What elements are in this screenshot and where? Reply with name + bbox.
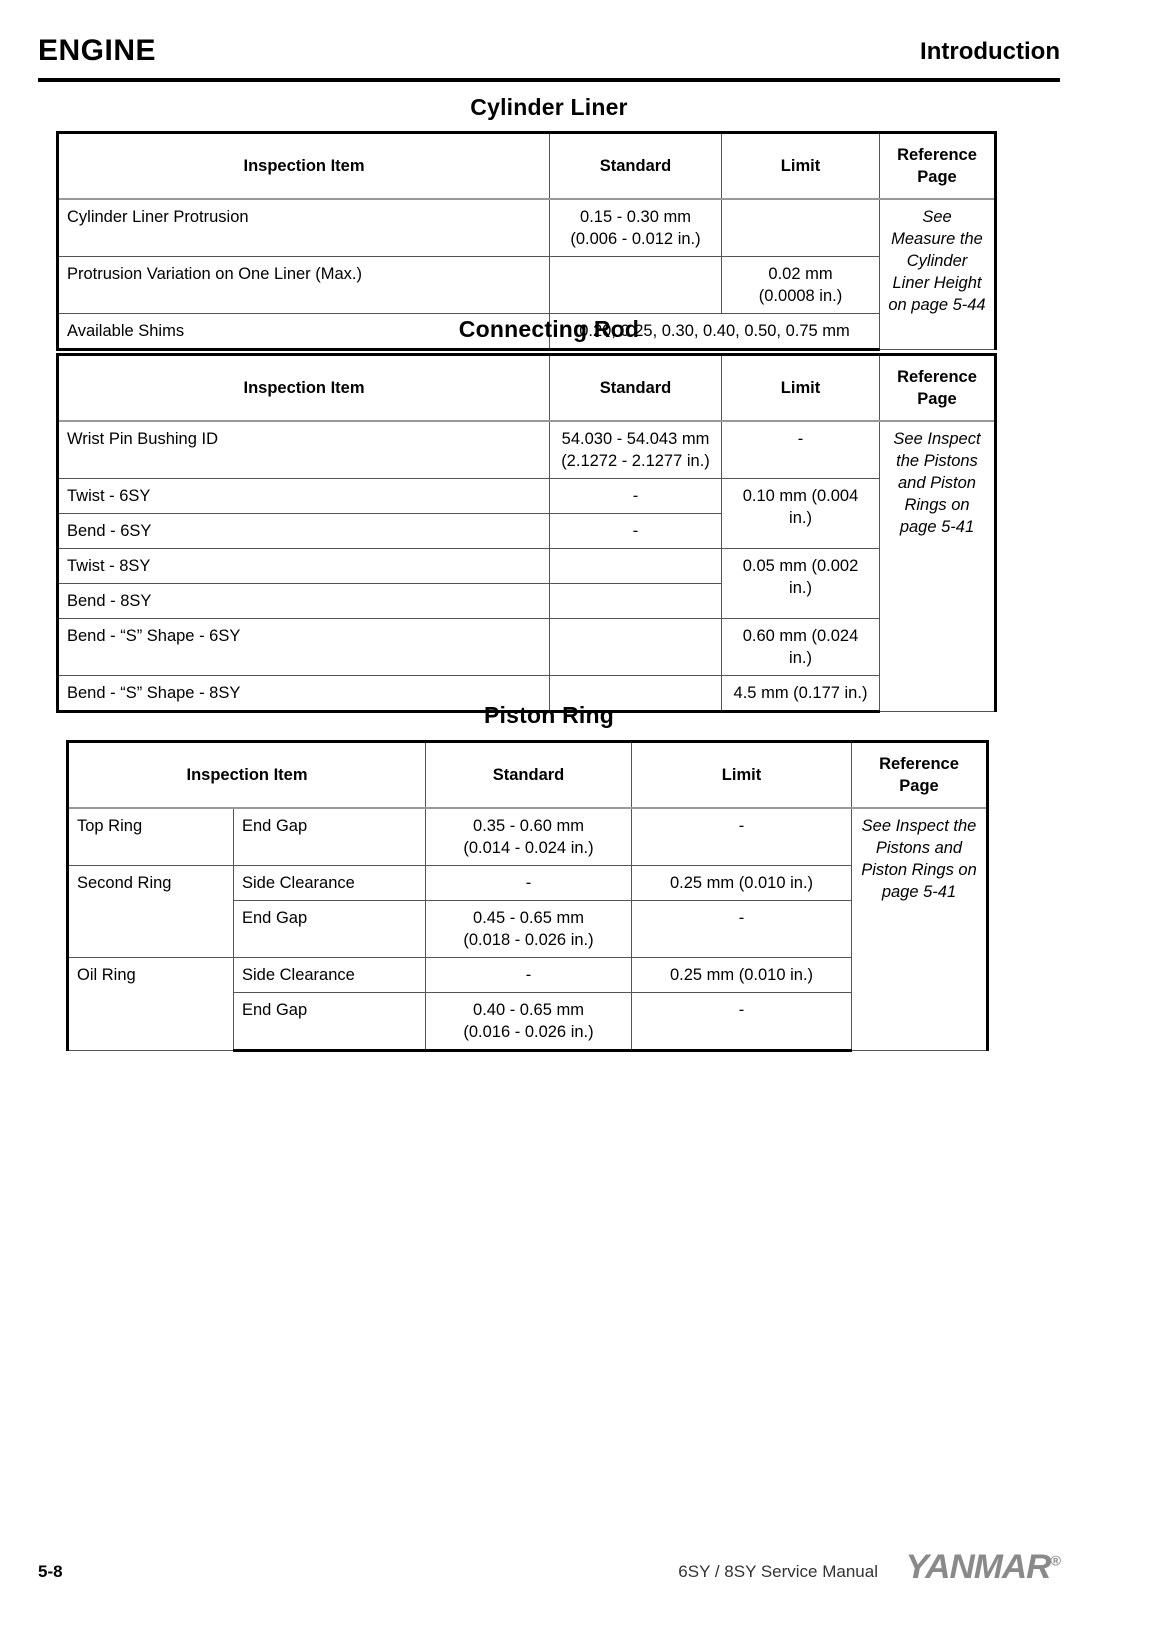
cell-limit: -: [632, 993, 852, 1051]
page-footer: [38, 1548, 1060, 1596]
standard-value-imperial: (0.006 - 0.012 in.): [570, 230, 701, 248]
cell-inspection-item: Bend - “S” Shape - 6SY: [58, 619, 550, 676]
standard-value-metric: 0.35 - 0.60 mm: [473, 817, 584, 835]
standard-value-imperial: (0.016 - 0.026 in.): [463, 1023, 594, 1041]
cell-standard: [550, 619, 722, 676]
standard-value-imperial: (2.1272 - 2.1277 in.): [561, 452, 710, 470]
column-header-reference-page: Reference Page: [880, 355, 996, 422]
cell-measurement-type: End Gap: [234, 808, 426, 866]
column-header-inspection-item: Inspection Item: [58, 355, 550, 422]
table-row: [58, 619, 996, 676]
column-header-limit: Limit: [632, 742, 852, 809]
table-row: [58, 199, 996, 257]
cell-available-shims-values: 0.20, 0.25, 0.30, 0.40, 0.50, 0.75 mm: [550, 314, 880, 350]
table-connecting-rod: [56, 353, 997, 713]
header-chapter-title: Introduction: [920, 38, 1060, 65]
cell-reference-page: See Inspect the Pistons and Piston Rings on page 5-41: [880, 421, 996, 712]
header-section-title: ENGINE: [38, 34, 157, 67]
cell-reference-page: See Measure the Cylinder Liner Height on page 5-44: [880, 199, 996, 350]
section-title-cylinder-liner: Cylinder Liner: [470, 94, 628, 120]
standard-value-imperial: (0.014 - 0.024 in.): [463, 839, 594, 857]
cell-inspection-item: Wrist Pin Bushing ID: [58, 421, 550, 479]
cell-limit: 4.5 mm (0.177 in.): [722, 676, 880, 712]
table-piston-ring: [66, 740, 989, 1052]
cell-inspection-item: Bend - 6SY: [58, 514, 550, 549]
cell-standard: [550, 257, 722, 314]
cell-measurement-type: End Gap: [234, 993, 426, 1051]
cell-limit: 0.25 mm (0.010 in.): [632, 866, 852, 901]
cell-standard: [550, 199, 722, 257]
table-row: [58, 421, 996, 479]
header-divider: [38, 78, 1060, 82]
column-header-inspection-item: Inspection Item: [58, 133, 550, 200]
cell-inspection-item: Twist - 6SY: [58, 479, 550, 514]
cell-standard: -: [426, 958, 632, 993]
cell-inspection-item: Bend - “S” Shape - 8SY: [58, 676, 550, 712]
yanmar-logo: [905, 1548, 1060, 1587]
cell-measurement-type: Side Clearance: [234, 866, 426, 901]
cell-measurement-type: Side Clearance: [234, 958, 426, 993]
cell-standard: -: [426, 866, 632, 901]
cell-limit: 0.60 mm (0.024 in.): [722, 619, 880, 676]
table-row: [58, 257, 996, 314]
cell-standard: [426, 808, 632, 866]
standard-value-metric: 0.45 - 0.65 mm: [473, 909, 584, 927]
cell-reference-page: See Inspect the Pistons and Piston Rings on page 5-41: [852, 808, 988, 1051]
cell-limit: 0.25 mm (0.010 in.): [632, 958, 852, 993]
section-title-piston-ring: Piston Ring: [484, 702, 614, 728]
cell-limit: 0.10 mm (0.004 in.): [722, 479, 880, 549]
cell-ring-group: Second Ring: [68, 866, 234, 958]
standard-value-imperial: (0.018 - 0.026 in.): [463, 931, 594, 949]
section-title-connecting-rod: Connecting Rod: [458, 316, 640, 342]
page-header: [38, 32, 1060, 80]
column-header-standard: Standard: [550, 133, 722, 200]
cell-standard: [550, 421, 722, 479]
cell-standard: [550, 549, 722, 584]
cell-measurement-type: End Gap: [234, 901, 426, 958]
column-header-reference-page: Reference Page: [852, 742, 988, 809]
cell-limit: 0.05 mm (0.002 in.): [722, 549, 880, 619]
column-header-reference-page: Reference Page: [880, 133, 996, 200]
limit-value-metric: 0.02 mm: [768, 265, 833, 283]
cell-standard: -: [550, 479, 722, 514]
cell-limit: [722, 257, 880, 314]
cell-limit: -: [632, 808, 852, 866]
cell-ring-group: Top Ring: [68, 808, 234, 866]
yanmar-logo-text: YANMAR: [905, 1548, 1051, 1586]
cell-inspection-item: Available Shims: [58, 314, 550, 350]
table-row: [68, 808, 988, 866]
cell-standard: [426, 993, 632, 1051]
column-header-limit: Limit: [722, 133, 880, 200]
cell-inspection-item: Bend - 8SY: [58, 584, 550, 619]
standard-value-metric: 0.15 - 0.30 mm: [580, 208, 691, 226]
table-row: [58, 549, 996, 584]
table-row: [68, 866, 988, 901]
cell-inspection-item: Twist - 8SY: [58, 549, 550, 584]
cell-standard: [426, 901, 632, 958]
table-header-row: [58, 133, 996, 200]
cell-limit: -: [722, 421, 880, 479]
cell-limit: -: [632, 901, 852, 958]
table-row: [58, 479, 996, 514]
footer-manual-name: 6SY / 8SY Service Manual: [678, 1562, 878, 1581]
cell-inspection-item: Cylinder Liner Protrusion: [58, 199, 550, 257]
cell-inspection-item: Protrusion Variation on One Liner (Max.): [58, 257, 550, 314]
table-header-row: [58, 355, 996, 422]
cell-standard: [550, 584, 722, 619]
standard-value-metric: 54.030 - 54.043 mm: [561, 430, 710, 448]
limit-value-imperial: (0.0008 in.): [758, 287, 843, 305]
cell-ring-group: Oil Ring: [68, 958, 234, 1051]
cell-limit: [722, 199, 880, 257]
cell-standard: -: [550, 514, 722, 549]
column-header-standard: Standard: [426, 742, 632, 809]
column-header-limit: Limit: [722, 355, 880, 422]
column-header-standard: Standard: [550, 355, 722, 422]
table-row: [68, 958, 988, 993]
standard-value-metric: 0.40 - 0.65 mm: [473, 1001, 584, 1019]
footer-page-number: 5-8: [38, 1562, 63, 1581]
table-header-row: [68, 742, 988, 809]
registered-trademark-icon: ®: [1050, 1552, 1060, 1569]
column-header-inspection-item: Inspection Item: [68, 742, 426, 809]
